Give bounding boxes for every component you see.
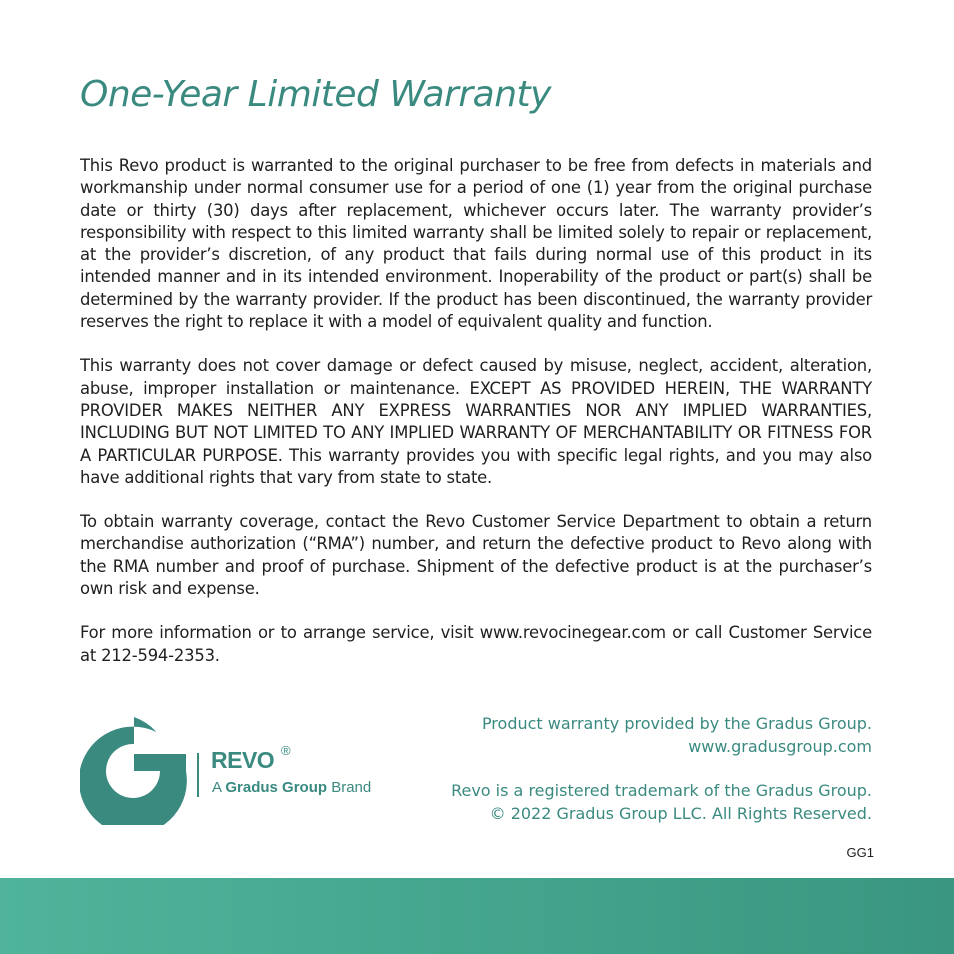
revo-brand-logo [80,717,390,825]
gradus-website-link[interactable]: www.gradusgroup.com [688,736,872,756]
warranty-provider-line: Product warranty provided by the Gradus Group. [481,714,872,733]
warranty-paragraph-claims: To obtain warranty coverage, contact the Revo Customer Service Department to obtain a return merchandise authorization (“RMA”) number, and return the defective product to Revo along with the RMA number and proof of purchase. Shipment of the defective product is at the purchaser’s own risk and expense. [80,512,872,599]
tagline-suffix: Brand [331,779,372,796]
gradus-g-logo-icon [80,717,188,825]
warranty-body [80,155,872,689]
warranty-paragraph-contact: For more information or to arrange service, visit www.revocinegear.com or call Customer Service at 212-594-2353. [80,623,872,665]
brand-tagline [212,779,371,796]
trademark-notice: Revo is a registered trademark of the Gradus Group. [451,781,872,800]
footer-color-bar [0,878,954,954]
credits-block [412,713,872,825]
document-code: GG1 [846,845,874,860]
page-title: One-Year Limited Warranty [80,74,551,115]
copyright-notice: © 2022 Gradus Group LLC. All Rights Reserved. [489,803,872,823]
brand-name: REVO [211,747,275,773]
tagline-company: Gradus Group [225,779,328,796]
tagline-prefix: A [212,779,222,796]
registered-mark: ® [281,743,291,758]
brand-divider [197,753,199,797]
warranty-paragraph-coverage: This Revo product is warranted to the original purchaser to be free from defects in materials and workmanship under normal consumer use for a period of one (1) year from the original purchase date or thirty (30) days after replacement, whichever occurs later. The warranty provider’s responsibility with respect to this limited warranty shall be limited solely to repair or replacement, at the provider’s discretion, of any product that fails during normal use of this product in its intended manner and in its intended environment. Inoperability of the product or part(s) shall be determined by the warranty provider. If the product has been discontinued, the warranty provider reserves the right to replace it with a model of equivalent quality and function. [80,156,872,332]
warranty-paragraph-exclusions: This warranty does not cover damage or defect caused by misuse, neglect, accident, alteration, abuse, improper installation or maintenance. EXCEPT AS PROVIDED HEREIN, THE WARRANTY PROVIDER MAKES NEITHER ANY EXPRESS WARRANTIES NOR ANY IMPLIED WARRANTIES, INCLUDING BUT NOT LIMITED TO ANY IMPLIED WARRANTY OF MERCHANTABILITY OR FITNESS FOR A PARTICULAR PURPOSE. This warranty provides you with specific legal rights, and you may also have additional rights that vary from state to state. [80,356,872,487]
